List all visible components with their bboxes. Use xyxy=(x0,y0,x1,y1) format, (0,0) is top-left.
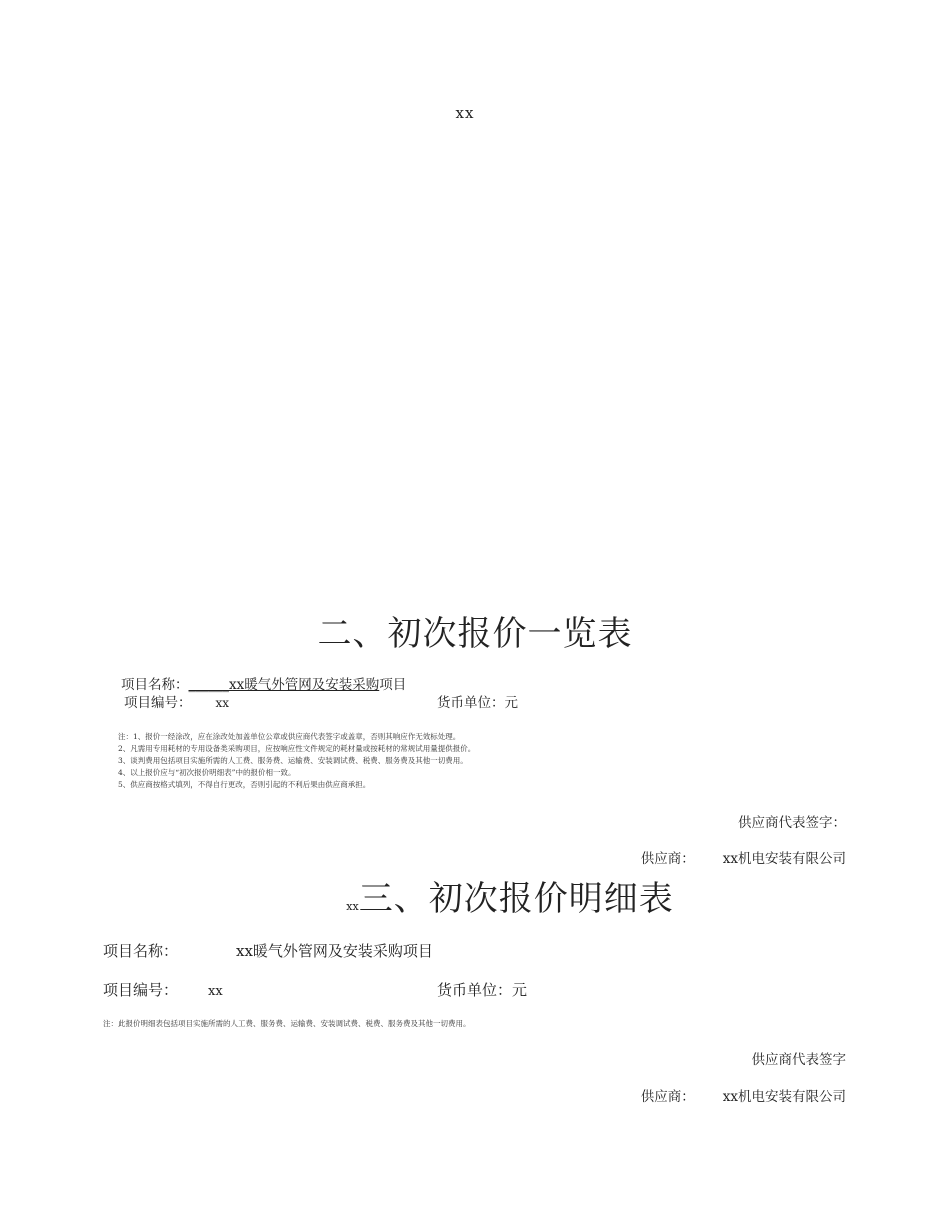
supplier-value: xx机电安装有限公司 xyxy=(722,851,846,867)
section2-project-no-row xyxy=(124,691,229,711)
section3-project-name-row xyxy=(103,940,433,961)
section3-title-text: 三、初次报价明细表 xyxy=(358,879,674,919)
project-name-suffix: 项目 xyxy=(379,677,407,693)
note-line: 注：1、报价一经涂改，应在涂改处加盖单位公章或供应商代表签字或盖章，否则其响应作无效标处理。 xyxy=(118,732,461,741)
supplier-value: xx机电安装有限公司 xyxy=(722,1089,846,1105)
project-name-value: xx暖气外管网及安装采购项目 xyxy=(236,942,433,960)
section2-notes xyxy=(118,731,475,791)
project-no-value: xx xyxy=(215,696,230,710)
section3-project-no-row xyxy=(103,979,223,1000)
note-line: 2、凡需用专用耗材的专用设备类采购项目，应按响应性文件规定的耗材量或按耗材的常规试用量提供报价。 xyxy=(118,744,476,753)
supplier-label: 供应商： xyxy=(640,1089,695,1105)
section3-note: 注：此报价明细表包括项目实施所需的人工费、服务费、运输费、安装调试费、税费、服务费及其他一切费用。 xyxy=(103,1019,471,1028)
note-line: 5、供应商按格式填列，不得自行更改，否则引起的不利后果由供应商承担。 xyxy=(118,780,371,789)
project-name-value: xx暖气外管网及安装采购 xyxy=(229,677,380,693)
section2-supplier-row xyxy=(641,847,846,867)
section3-rep-sign: 供应商代表签字 xyxy=(751,1052,846,1068)
project-no-value: xx xyxy=(208,984,223,999)
project-name-label: 项目名称： xyxy=(103,942,179,960)
section2-currency: 货币单位：元 xyxy=(437,695,518,711)
section3-title-prefix: xx xyxy=(346,900,359,913)
project-no-label: 项目编号： xyxy=(124,695,192,711)
section3-title xyxy=(0,871,950,920)
section3-currency: 货币单位：元 xyxy=(437,981,528,999)
section2-rep-sign: 供应商代表签字： xyxy=(738,815,846,831)
project-no-label: 项目编号： xyxy=(103,981,179,999)
section2-title: 二、初次报价一览表 xyxy=(317,614,633,654)
note-line: 4、以上报价应与“初次报价明细表”中的报价相一致。 xyxy=(118,768,296,777)
supplier-label: 供应商： xyxy=(640,851,695,867)
page-top-mark: xx xyxy=(455,104,475,122)
project-name-blank: ______ xyxy=(188,677,229,693)
project-name-label: 项目名称： xyxy=(121,677,189,693)
section2-project-name-row xyxy=(121,673,406,693)
note-line: 3、谈判费用包括项目实施所需的人工费、服务费、运输费、安装调试费、税费、服务费及其他一切费用。 xyxy=(118,756,468,765)
section3-supplier-row xyxy=(641,1085,846,1105)
